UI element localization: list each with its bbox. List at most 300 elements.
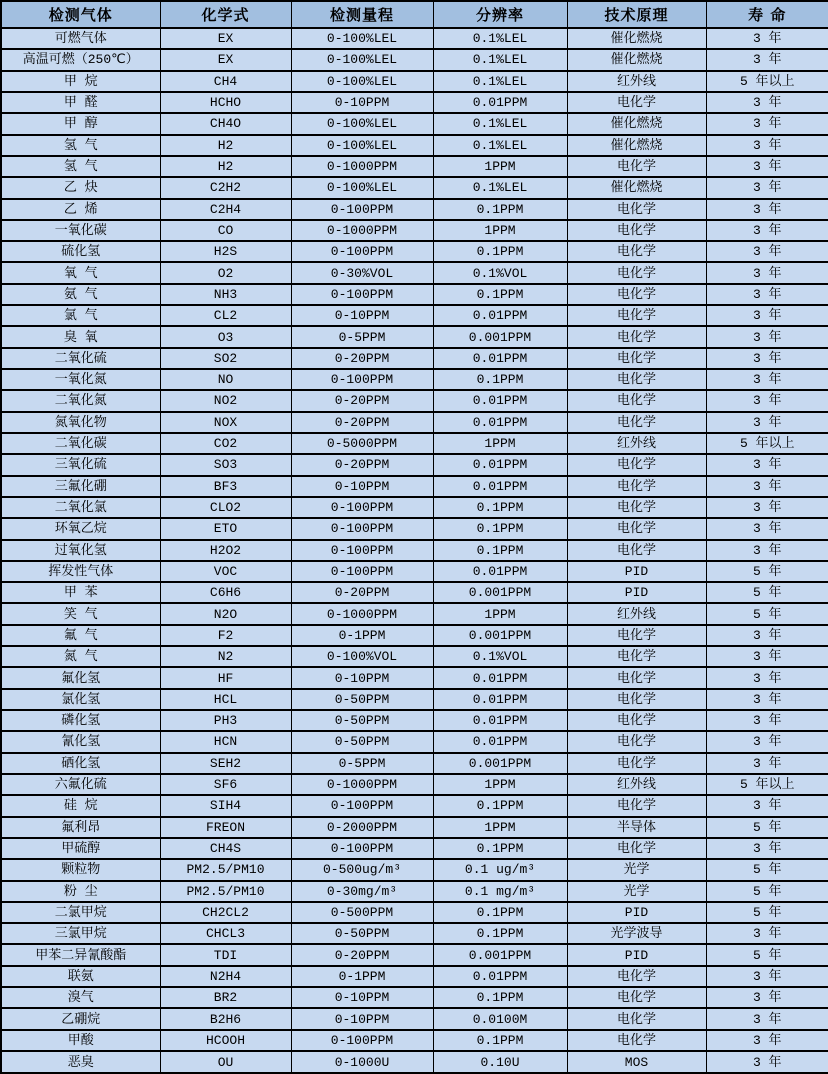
cell-principle: 电化学 <box>567 689 706 710</box>
cell-gas: 颗粒物 <box>1 859 160 880</box>
cell-principle: 电化学 <box>567 646 706 667</box>
table-row <box>1 944 828 965</box>
cell-gas: 乙 烯 <box>1 199 160 220</box>
cell-lifespan: 3 年 <box>706 369 828 390</box>
table-row <box>1 966 828 987</box>
cell-principle: 红外线 <box>567 71 706 92</box>
cell-gas: 二氧化硫 <box>1 348 160 369</box>
cell-lifespan: 3 年 <box>706 348 828 369</box>
cell-principle: 催化燃烧 <box>567 135 706 156</box>
cell-resolution: 0.001PPM <box>433 582 567 603</box>
cell-gas: 氟利昂 <box>1 817 160 838</box>
cell-lifespan: 3 年 <box>706 326 828 347</box>
cell-gas: 氮氧化物 <box>1 412 160 433</box>
cell-principle: 电化学 <box>567 241 706 262</box>
header-cell-principle: 技术原理 <box>567 1 706 28</box>
cell-formula: CH4O <box>160 113 291 134</box>
table-row <box>1 241 828 262</box>
cell-principle: 催化燃烧 <box>567 28 706 49</box>
cell-range: 0-100PPM <box>291 241 433 262</box>
cell-principle: 电化学 <box>567 262 706 283</box>
cell-lifespan: 3 年 <box>706 454 828 475</box>
header-cell-lifespan: 寿 命 <box>706 1 828 28</box>
cell-gas: 二氧化碳 <box>1 433 160 454</box>
table-row <box>1 113 828 134</box>
table-row <box>1 326 828 347</box>
cell-range: 0-5PPM <box>291 753 433 774</box>
cell-resolution: 1PPM <box>433 156 567 177</box>
cell-resolution: 0.10U <box>433 1051 567 1073</box>
table-row <box>1 92 828 113</box>
cell-formula: B2H6 <box>160 1008 291 1029</box>
cell-principle: 电化学 <box>567 667 706 688</box>
cell-range: 0-100PPM <box>291 199 433 220</box>
cell-gas: 甲硫醇 <box>1 838 160 859</box>
cell-principle: 电化学 <box>567 220 706 241</box>
table-row <box>1 412 828 433</box>
table-row <box>1 817 828 838</box>
cell-gas: 氰化氢 <box>1 731 160 752</box>
cell-principle: 电化学 <box>567 412 706 433</box>
cell-gas: 三氧化硫 <box>1 454 160 475</box>
cell-resolution: 0.1%VOL <box>433 262 567 283</box>
cell-principle: 电化学 <box>567 1030 706 1051</box>
table-row <box>1 625 828 646</box>
cell-lifespan: 3 年 <box>706 710 828 731</box>
cell-resolution: 1PPM <box>433 817 567 838</box>
cell-resolution: 0.01PPM <box>433 92 567 113</box>
cell-formula: O2 <box>160 262 291 283</box>
cell-resolution: 0.1PPM <box>433 199 567 220</box>
cell-gas: 甲 烷 <box>1 71 160 92</box>
cell-principle: 电化学 <box>567 348 706 369</box>
table-row <box>1 199 828 220</box>
table-row <box>1 603 828 624</box>
cell-range: 0-100PPM <box>291 1030 433 1051</box>
cell-gas: 甲 醇 <box>1 113 160 134</box>
cell-lifespan: 3 年 <box>706 1051 828 1073</box>
cell-resolution: 0.001PPM <box>433 753 567 774</box>
cell-resolution: 0.1PPM <box>433 1030 567 1051</box>
cell-formula: PM2.5/PM10 <box>160 859 291 880</box>
table-row <box>1 923 828 944</box>
cell-principle: 红外线 <box>567 433 706 454</box>
cell-formula: NO <box>160 369 291 390</box>
cell-range: 0-5PPM <box>291 326 433 347</box>
cell-lifespan: 3 年 <box>706 135 828 156</box>
cell-lifespan: 3 年 <box>706 1008 828 1029</box>
cell-principle: MOS <box>567 1051 706 1073</box>
cell-range: 0-50PPM <box>291 710 433 731</box>
header-cell-range: 检测量程 <box>291 1 433 28</box>
cell-formula: SEH2 <box>160 753 291 774</box>
cell-formula: NO2 <box>160 390 291 411</box>
cell-lifespan: 3 年 <box>706 92 828 113</box>
cell-principle: 电化学 <box>567 284 706 305</box>
cell-range: 0-100PPM <box>291 369 433 390</box>
cell-range: 0-1000U <box>291 1051 433 1073</box>
table-row <box>1 902 828 923</box>
cell-gas: 一氧化碳 <box>1 220 160 241</box>
table-row <box>1 667 828 688</box>
cell-range: 0-10PPM <box>291 476 433 497</box>
cell-principle: PID <box>567 944 706 965</box>
cell-range: 0-1000PPM <box>291 220 433 241</box>
cell-resolution: 0.01PPM <box>433 561 567 582</box>
cell-principle: PID <box>567 902 706 923</box>
table-row <box>1 540 828 561</box>
cell-gas: 恶臭 <box>1 1051 160 1073</box>
cell-resolution: 0.1%LEL <box>433 28 567 49</box>
cell-lifespan: 3 年 <box>706 646 828 667</box>
cell-range: 0-100PPM <box>291 284 433 305</box>
cell-formula: CH4 <box>160 71 291 92</box>
table-row <box>1 753 828 774</box>
cell-formula: H2S <box>160 241 291 262</box>
table-row <box>1 1051 828 1073</box>
cell-formula: SIH4 <box>160 795 291 816</box>
cell-gas: 臭 氧 <box>1 326 160 347</box>
header-cell-resolution: 分辨率 <box>433 1 567 28</box>
cell-lifespan: 5 年 <box>706 881 828 902</box>
cell-gas: 硒化氢 <box>1 753 160 774</box>
cell-range: 0-10PPM <box>291 987 433 1008</box>
cell-resolution: 0.1PPM <box>433 838 567 859</box>
table-row <box>1 795 828 816</box>
table-header <box>1 1 828 28</box>
cell-gas: 氯化氢 <box>1 689 160 710</box>
cell-range: 0-100PPM <box>291 540 433 561</box>
cell-principle: 红外线 <box>567 774 706 795</box>
cell-lifespan: 5 年以上 <box>706 433 828 454</box>
cell-gas: 甲 醛 <box>1 92 160 113</box>
cell-range: 0-30mg/m³ <box>291 881 433 902</box>
cell-resolution: 0.1%VOL <box>433 646 567 667</box>
cell-resolution: 0.1PPM <box>433 923 567 944</box>
table-row <box>1 262 828 283</box>
cell-resolution: 0.1PPM <box>433 284 567 305</box>
cell-resolution: 0.01PPM <box>433 390 567 411</box>
cell-range: 0-20PPM <box>291 412 433 433</box>
cell-lifespan: 3 年 <box>706 625 828 646</box>
cell-gas: 联氨 <box>1 966 160 987</box>
cell-lifespan: 5 年 <box>706 582 828 603</box>
cell-lifespan: 3 年 <box>706 241 828 262</box>
cell-resolution: 0.001PPM <box>433 625 567 646</box>
cell-range: 0-2000PPM <box>291 817 433 838</box>
cell-lifespan: 3 年 <box>706 753 828 774</box>
cell-range: 0-100%LEL <box>291 177 433 198</box>
cell-principle: 电化学 <box>567 987 706 1008</box>
cell-principle: 催化燃烧 <box>567 177 706 198</box>
table-row <box>1 390 828 411</box>
cell-resolution: 1PPM <box>433 220 567 241</box>
cell-range: 0-100PPM <box>291 795 433 816</box>
table-row <box>1 1030 828 1051</box>
cell-formula: VOC <box>160 561 291 582</box>
table-row <box>1 156 828 177</box>
table-row <box>1 476 828 497</box>
cell-lifespan: 3 年 <box>706 305 828 326</box>
cell-resolution: 0.1PPM <box>433 369 567 390</box>
cell-gas: 氯 气 <box>1 305 160 326</box>
cell-resolution: 0.1PPM <box>433 987 567 1008</box>
cell-range: 0-100%VOL <box>291 646 433 667</box>
cell-gas: 六氟化硫 <box>1 774 160 795</box>
cell-gas: 一氧化氮 <box>1 369 160 390</box>
cell-formula: EX <box>160 28 291 49</box>
cell-resolution: 0.01PPM <box>433 476 567 497</box>
cell-resolution: 0.1%LEL <box>433 71 567 92</box>
cell-resolution: 0.01PPM <box>433 731 567 752</box>
table-row <box>1 710 828 731</box>
table-row <box>1 731 828 752</box>
cell-lifespan: 5 年 <box>706 902 828 923</box>
cell-range: 0-100PPM <box>291 518 433 539</box>
cell-gas: 三氟化硼 <box>1 476 160 497</box>
cell-range: 0-100%LEL <box>291 71 433 92</box>
cell-formula: C2H4 <box>160 199 291 220</box>
cell-range: 0-500PPM <box>291 902 433 923</box>
table-row <box>1 220 828 241</box>
cell-range: 0-50PPM <box>291 731 433 752</box>
cell-lifespan: 3 年 <box>706 518 828 539</box>
cell-formula: BF3 <box>160 476 291 497</box>
cell-lifespan: 5 年 <box>706 603 828 624</box>
cell-range: 0-100%LEL <box>291 49 433 70</box>
cell-resolution: 1PPM <box>433 603 567 624</box>
cell-lifespan: 3 年 <box>706 262 828 283</box>
cell-gas: 氢 气 <box>1 156 160 177</box>
cell-gas: 高温可燃（250℃） <box>1 49 160 70</box>
table-row <box>1 49 828 70</box>
cell-gas: 环氧乙烷 <box>1 518 160 539</box>
cell-formula: N2H4 <box>160 966 291 987</box>
table-row <box>1 838 828 859</box>
cell-formula: CH4S <box>160 838 291 859</box>
table-row <box>1 1008 828 1029</box>
header-cell-gas: 检测气体 <box>1 1 160 28</box>
cell-resolution: 0.1%LEL <box>433 177 567 198</box>
cell-resolution: 0.1%LEL <box>433 113 567 134</box>
cell-principle: 电化学 <box>567 326 706 347</box>
cell-formula: CH2CL2 <box>160 902 291 923</box>
cell-gas: 二氧化氯 <box>1 497 160 518</box>
cell-gas: 甲酸 <box>1 1030 160 1051</box>
table-row <box>1 497 828 518</box>
cell-principle: 电化学 <box>567 540 706 561</box>
cell-formula: ETO <box>160 518 291 539</box>
cell-lifespan: 3 年 <box>706 966 828 987</box>
cell-formula: O3 <box>160 326 291 347</box>
cell-formula: H2 <box>160 135 291 156</box>
cell-formula: C6H6 <box>160 582 291 603</box>
cell-resolution: 1PPM <box>433 774 567 795</box>
cell-lifespan: 3 年 <box>706 412 828 433</box>
cell-gas: 挥发性气体 <box>1 561 160 582</box>
cell-lifespan: 3 年 <box>706 177 828 198</box>
table-row <box>1 454 828 475</box>
cell-resolution: 0.01PPM <box>433 667 567 688</box>
cell-principle: 电化学 <box>567 625 706 646</box>
cell-lifespan: 3 年 <box>706 923 828 944</box>
cell-range: 0-100PPM <box>291 838 433 859</box>
cell-gas: 氮 气 <box>1 646 160 667</box>
cell-formula: CL2 <box>160 305 291 326</box>
cell-principle: 电化学 <box>567 390 706 411</box>
cell-principle: 电化学 <box>567 497 706 518</box>
cell-principle: 电化学 <box>567 710 706 731</box>
cell-lifespan: 3 年 <box>706 689 828 710</box>
cell-gas: 粉 尘 <box>1 881 160 902</box>
cell-formula: SO3 <box>160 454 291 475</box>
cell-principle: 电化学 <box>567 753 706 774</box>
cell-lifespan: 3 年 <box>706 220 828 241</box>
cell-formula: NOX <box>160 412 291 433</box>
table-row <box>1 987 828 1008</box>
cell-principle: 电化学 <box>567 731 706 752</box>
cell-formula: FREON <box>160 817 291 838</box>
cell-resolution: 0.1 mg/m³ <box>433 881 567 902</box>
cell-gas: 氧 气 <box>1 262 160 283</box>
cell-range: 0-1000PPM <box>291 774 433 795</box>
cell-formula: CLO2 <box>160 497 291 518</box>
header-row <box>1 1 828 28</box>
cell-resolution: 1PPM <box>433 433 567 454</box>
cell-formula: SF6 <box>160 774 291 795</box>
cell-lifespan: 3 年 <box>706 113 828 134</box>
cell-lifespan: 3 年 <box>706 731 828 752</box>
cell-gas: 氨 气 <box>1 284 160 305</box>
cell-lifespan: 3 年 <box>706 667 828 688</box>
cell-principle: 电化学 <box>567 454 706 475</box>
cell-gas: 二氯甲烷 <box>1 902 160 923</box>
cell-formula: EX <box>160 49 291 70</box>
cell-gas: 过氧化氢 <box>1 540 160 561</box>
table-body <box>1 28 828 1073</box>
cell-range: 0-1PPM <box>291 966 433 987</box>
cell-formula: N2 <box>160 646 291 667</box>
cell-formula: OU <box>160 1051 291 1073</box>
cell-resolution: 0.01PPM <box>433 412 567 433</box>
cell-resolution: 0.01PPM <box>433 305 567 326</box>
cell-range: 0-20PPM <box>291 944 433 965</box>
cell-range: 0-20PPM <box>291 348 433 369</box>
cell-gas: 甲苯二异氰酸酯 <box>1 944 160 965</box>
cell-range: 0-100PPM <box>291 497 433 518</box>
cell-lifespan: 3 年 <box>706 838 828 859</box>
cell-resolution: 0.1 ug/m³ <box>433 859 567 880</box>
table-row <box>1 646 828 667</box>
cell-gas: 氢 气 <box>1 135 160 156</box>
cell-lifespan: 3 年 <box>706 476 828 497</box>
cell-range: 0-100%LEL <box>291 28 433 49</box>
cell-formula: HCN <box>160 731 291 752</box>
table-row <box>1 518 828 539</box>
cell-resolution: 0.1PPM <box>433 902 567 923</box>
cell-formula: CHCL3 <box>160 923 291 944</box>
cell-lifespan: 3 年 <box>706 795 828 816</box>
cell-lifespan: 5 年 <box>706 944 828 965</box>
cell-principle: 电化学 <box>567 305 706 326</box>
table-row <box>1 689 828 710</box>
table-row <box>1 284 828 305</box>
cell-lifespan: 5 年以上 <box>706 774 828 795</box>
cell-principle: 光学 <box>567 881 706 902</box>
table-row <box>1 433 828 454</box>
table-row <box>1 859 828 880</box>
cell-principle: 电化学 <box>567 92 706 113</box>
cell-gas: 乙硼烷 <box>1 1008 160 1029</box>
cell-range: 0-20PPM <box>291 454 433 475</box>
cell-gas: 二氧化氮 <box>1 390 160 411</box>
cell-resolution: 0.1PPM <box>433 540 567 561</box>
cell-range: 0-50PPM <box>291 689 433 710</box>
cell-principle: 光学 <box>567 859 706 880</box>
cell-lifespan: 5 年以上 <box>706 71 828 92</box>
cell-formula: C2H2 <box>160 177 291 198</box>
cell-formula: CO2 <box>160 433 291 454</box>
cell-principle: 电化学 <box>567 795 706 816</box>
cell-formula: F2 <box>160 625 291 646</box>
cell-principle: 电化学 <box>567 199 706 220</box>
cell-range: 0-500ug/m³ <box>291 859 433 880</box>
cell-principle: PID <box>567 561 706 582</box>
cell-range: 0-20PPM <box>291 582 433 603</box>
cell-principle: PID <box>567 582 706 603</box>
cell-lifespan: 5 年 <box>706 859 828 880</box>
table-row <box>1 774 828 795</box>
cell-gas: 甲 苯 <box>1 582 160 603</box>
cell-range: 0-30%VOL <box>291 262 433 283</box>
table-row <box>1 135 828 156</box>
cell-principle: 红外线 <box>567 603 706 624</box>
cell-formula: HF <box>160 667 291 688</box>
cell-lifespan: 5 年 <box>706 561 828 582</box>
cell-formula: HCOOH <box>160 1030 291 1051</box>
cell-lifespan: 3 年 <box>706 49 828 70</box>
cell-resolution: 0.1%LEL <box>433 135 567 156</box>
table-row <box>1 561 828 582</box>
cell-resolution: 0.1%LEL <box>433 49 567 70</box>
cell-lifespan: 5 年 <box>706 817 828 838</box>
cell-resolution: 0.001PPM <box>433 944 567 965</box>
table-row <box>1 582 828 603</box>
cell-formula: TDI <box>160 944 291 965</box>
table-row <box>1 369 828 390</box>
cell-principle: 半导体 <box>567 817 706 838</box>
cell-formula: PM2.5/PM10 <box>160 881 291 902</box>
cell-lifespan: 3 年 <box>706 390 828 411</box>
cell-range: 0-100PPM <box>291 561 433 582</box>
cell-resolution: 0.1PPM <box>433 518 567 539</box>
cell-resolution: 0.0100M <box>433 1008 567 1029</box>
cell-range: 0-1000PPM <box>291 603 433 624</box>
cell-formula: N2O <box>160 603 291 624</box>
cell-resolution: 0.01PPM <box>433 710 567 731</box>
cell-gas: 氟 气 <box>1 625 160 646</box>
cell-formula: PH3 <box>160 710 291 731</box>
cell-formula: SO2 <box>160 348 291 369</box>
cell-gas: 硅 烷 <box>1 795 160 816</box>
cell-lifespan: 3 年 <box>706 497 828 518</box>
cell-range: 0-10PPM <box>291 667 433 688</box>
cell-formula: NH3 <box>160 284 291 305</box>
cell-principle: 催化燃烧 <box>567 49 706 70</box>
cell-principle: 电化学 <box>567 838 706 859</box>
cell-resolution: 0.01PPM <box>433 348 567 369</box>
cell-range: 0-5000PPM <box>291 433 433 454</box>
